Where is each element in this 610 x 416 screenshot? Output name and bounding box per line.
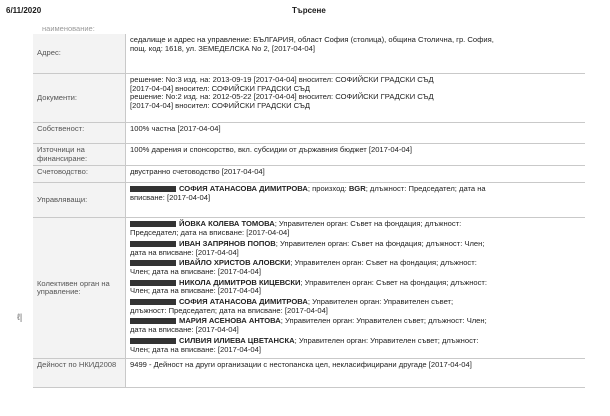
member-name: ИВАН ЗАПРЯНОВ ПОПОВ — [179, 238, 276, 248]
member-name: МАРИЯ АСЕНОВА АНТОВА — [179, 316, 281, 326]
collective-member — [130, 220, 581, 237]
member-role: ; Управителен орган: Съвет на фондация; длъжност: Член; — [275, 238, 485, 248]
accounting-row — [33, 166, 585, 183]
activity-row — [33, 359, 585, 388]
accounting-label: Счетоводство: — [33, 166, 126, 183]
member-name: СОФИЯ АТАНАСОВА ДИМИТРОВА — [179, 297, 308, 307]
redaction-bar — [130, 241, 176, 247]
manager-origin: BGR — [348, 184, 366, 194]
address-value — [126, 34, 586, 74]
redaction-bar — [130, 318, 176, 324]
managers-value — [126, 183, 586, 218]
redaction-bar — [130, 338, 176, 344]
address-label: Адрес: — [33, 34, 126, 74]
address-line-1: седалище и адрес на управление: БЪЛГАРИЯ, област София (столица), община Столична, гр. София, — [130, 35, 494, 44]
documents-row — [33, 74, 585, 123]
page-title: Търсене — [292, 6, 326, 15]
member-role: ; Управителен орган: Управителен съвет; длъжност: Член; — [280, 316, 487, 326]
redaction-bar — [130, 280, 176, 286]
document-line-2: [2017-04-04] вносител: СОФИЙСКИ ГРАДСКИ СЪД — [130, 83, 311, 93]
member-date: Председател; дата на вписване: [2017-04-04] — [130, 228, 290, 238]
document-line-4: [2017-04-04] вносител: СОФИЙСКИ ГРАДСКИ СЪД — [130, 101, 311, 111]
manager-line-2: вписване: [2017-04-04] — [130, 193, 211, 203]
member-role: ; Управителен орган: Съвет на фондация; длъжност: — [300, 277, 487, 287]
collective-member — [130, 279, 581, 296]
manager-origin-prefix: ; произход: — [307, 184, 349, 194]
collective-member — [130, 317, 581, 334]
member-role: ; Управителен орган: Съвет на фондация; длъжност: — [290, 258, 477, 268]
accounting-value: двустранно счетоводство [2017-04-04] — [126, 166, 586, 183]
collective-member — [130, 259, 581, 276]
redaction-bar — [130, 299, 176, 305]
activity-value: 9499 - Дейност на други организации с нестопанска цел, некласифицирани другаде [2017-04-04] — [126, 359, 586, 388]
document-line-1: решение: No:3 изд. на: 2013-09-19 [2017-04-04] вносител: СОФИЙСКИ ГРАДСКИ СЪД — [130, 75, 434, 84]
ownership-row — [33, 123, 585, 144]
collective-member — [130, 240, 581, 257]
document-line-3: решение: No:2 изд. на: 2012-05-22 [2017-04-04] вносител: СОФИЙСКИ ГРАДСКИ СЪД — [130, 92, 434, 102]
member-name: ЙОВКА КОЛЕВА ТОМОВА — [179, 219, 275, 229]
redaction-bar — [130, 186, 176, 192]
documents-label: Документи: — [33, 74, 126, 123]
ownership-value: 100% частна [2017-04-04] — [126, 123, 586, 144]
member-date: Член; дата на вписване: [2017-04-04] — [130, 286, 261, 296]
financing-label: Източници на финансиране: — [33, 144, 126, 166]
print-date: 6/11/2020 — [6, 6, 42, 15]
member-name: СИЛВИЯ ИЛИЕВА ЦВЕТАНСКА — [179, 335, 295, 345]
ownership-label: Собственост: — [33, 123, 126, 144]
member-date: Член; дата на вписване: [2017-04-04] — [130, 344, 261, 354]
member-date: дата на вписване: [2017-04-04] — [130, 325, 239, 335]
member-date: дата на вписване: [2017-04-04] — [130, 247, 239, 257]
member-role: ; Управителен орган: Управителен съвет; длъжност: — [294, 335, 479, 345]
member-name: ИВАЙЛО ХРИСТОВ АЛОВСКИ — [179, 258, 291, 268]
documents-value — [126, 74, 586, 123]
member-date: Член; дата на вписване: [2017-04-04] — [130, 266, 261, 276]
cut-off-label: наименование: — [42, 24, 95, 33]
financing-row — [33, 144, 585, 166]
collective-member — [130, 337, 581, 354]
address-row — [33, 34, 585, 74]
member-name: НИКОЛА ДИМИТРОВ КИЦЕВСКИ — [179, 277, 301, 287]
collective-member — [130, 298, 581, 315]
scan-margin-mark: ℓ| — [17, 312, 23, 322]
collective-body-row — [33, 218, 585, 359]
activity-label: Дейност по НКИД2008 — [33, 359, 126, 388]
collective-body-label: Колективен орган на управление: — [33, 218, 126, 359]
member-role: ; Управителен орган: Съвет на фондация; длъжност: — [274, 219, 462, 229]
manager-name: СОФИЯ АТАНАСОВА ДИМИТРОВА — [179, 184, 308, 194]
financing-value: 100% дарения и спонсорство, вкл. субсидии от държавния бюджет [2017-04-04] — [126, 144, 586, 166]
member-role: ; Управителен орган: Управителен съвет; — [307, 297, 454, 307]
managers-row — [33, 183, 585, 218]
redaction-bar — [130, 221, 176, 227]
manager-position: ; длъжност: Председател; дата на — [365, 184, 486, 194]
member-date: длъжност: Председател; дата на вписване: [2017-04-04] — [130, 305, 328, 315]
redaction-bar — [130, 260, 176, 266]
collective-body-value — [126, 218, 586, 359]
registry-table — [33, 34, 585, 388]
managers-label: Управляващи: — [33, 183, 126, 218]
address-line-2: пощ. код: 1618, ул. ЗЕМЕДЕЛСКА No 2, [2017-04-04] — [130, 43, 315, 53]
